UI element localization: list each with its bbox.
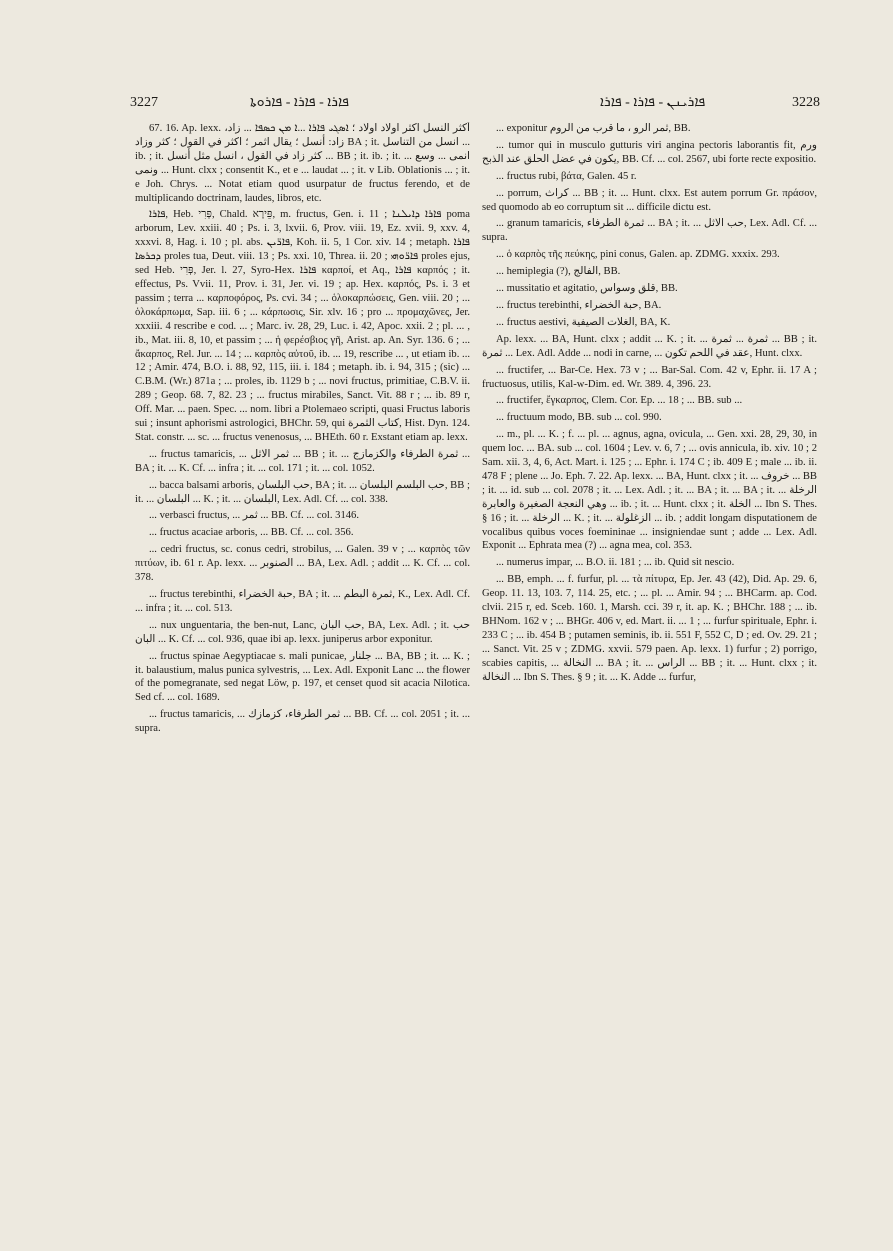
right-column: [482, 122, 817, 1212]
entry: ... fructus rubi, βάτα, Galen. 45 r.: [496, 170, 637, 182]
entry: ... granum tamaricis, ثمرة الطرفاء ... BA ; it. ... حب الاثل, Lex. Adl. Cf. ... supra.: [482, 218, 817, 244]
entry: ... fructus terebinthi, حبة الخضراء, BA.: [496, 299, 662, 311]
entry: ... fructus terebinthi, حبة الخضراء, BA ; it. ... ثمرة البطم, K., Lex. Adl. Cf. ... infra ; it. ... col. 513.: [135, 589, 470, 614]
entry: ... porrum, كراث ... BB ; it. ... Hunt. clxx. Est autem porrum Gr. πράσον, sed quomodo ab eo corruptum sit ... difficile dictu est.: [482, 187, 817, 213]
entry: ... exponitur ثمر الرو ، ما قرب من الروم, BB.: [496, 123, 691, 134]
entry: ... hemiplegia (?), الفالج, BB.: [496, 266, 621, 278]
entry: ... fructuum modo, BB. sub ... col. 990.: [496, 412, 662, 424]
page-header: [130, 95, 820, 117]
entry: ܦܐܪܐ, Heb. פְּרִי, Chald. פֵּירָא, m. fructus, Gen. i. 11 ; ܦܐܪܐ ܕܐܝܠܢܐ poma arborum, Lev. xxiii. 40 ; Ps. i. 3, lxvii. 6, Prov. viii. 19, Ez. xvii. 9, xxv. 4, xxxvi. 8, Hag. i. 10 ; pl. abs. ܦܐܪ̈ܝܢ, Koh. ii. 5, 1 Cor. xiv. 14 ; metaph. ܦܐܪܐ ܕܟܪܣܐ proles tua, Deut. viii. 13 ; Ps. xxi. 10, Threa. ii. 20 ; ܦܐܪ̈ܘܗܝ proles ejus, sed Heb. פְּרִי, Jer. l. 27, Syro-Hex. ܦܐܪܐ καρποί, et Aq., ܦܐܪܐ καρπός ; it. effectus, Ps. Vvii. 11, Prov. i. 31, Jer. vi. 19 ; ap. Hex. καρπός, Ps. i. 3 et passim ; terra ... καρποφόρος, Ps. cvi. 34 ; ... ὁλοκαρπώσεις, Gen. viii. 20 ; ... ὁλοκάρπωμα, Sap. iii. 6 ; ... κάρπωσις, Sir. xlv. 16 ; pro ... προμαχῶνες, Jer. xxxiii. 4 rescribe e cod. ... ; Marc. iv. 28, 29, Luc. i. 42, Apoc. xxii. 2 ; pl. ... , ib., Mat. iii. 8, 10, et passim ; ... ἡ φερέσβιος γῆ, Arist. ap. An. Syr. 136. 6 ; ... ἄκαρπος, Rel. Jur. ... 14 ; ... καρπὸς αὐτοῦ, ib. ... 19, rescribe ... , ut etiam ib. ... 12 ; Amir. 474, B.O. i. 88, 92, 115, iii. i. 184 ; metaph. ib. i. 94, 315 ; (sic) ... C.B.M. (Wr.) 871a ; ... proles, ib. 1129 b ; ... novi fructus, primitiae, C.B.V. ii. 289 ; Geop. 68. 7, 82. 23 ; ... fructus mirabiles, Sanct. Vit. 88 r ; ... ib. 89 r, Off. Mar. ... paen. Spec. ... nom. libri a Ptolemaeo scripti, quasi Fructus laboris sui ; insunt aphorismi astrologici, BHChr. 59, qui كتاب الثمرة, Hist. Dyn. 124. Stat. constr. ... sc. ... fructus venenosus, ... BHEth. 60 r. Exstant etiam ap. lexx.: [135, 209, 470, 443]
entry: ... m., pl. ... K. ; f. ... pl. ... agnus, agna, ovicula, ... Gen. xxi. 28, 29, 30, in quem loc. ... BA. sub ... col. 1604 ; Lev. v. 6, 7 ; ... ovis annicula, ib. xiv. 10 ; 2 Sam. xii. 3, 4, 6, Act. Mart. i. 125 ; ... Ephr. i. 174 C ; ib. 409 E ; male ... ib. ii. 478 F ; plene ... Jo. Eph. 7. 22. Ap. lexx. ... BA, Hunt. clxx ; it. ... خروف ... BB ; it. ... id. sub ... col. 2078 ; it. ... Lex. Adl. ; it. ... BA ; it. ... BA ; it. ... الرخلة وهي النعجة الصغيرة والعابرة ... ib. ; it. ... Hunt. clxx ; it. الخلة ... Ibn S. Thes. § 16 ; it. ... الرخلة ... K. ; it. ... الزغلولة ... ib. ; addit longam disputationem de vocalibus quibus voces foemininae ... insigniendae sunt ; adde ... Lex. Adl. Exponit ... Ephrata mea (?) ... agna mea, col. 353.: [482, 429, 817, 552]
entry: ... fructus tamaricis, ... ثمر الاثل ... BB ; it. ... ثمرة الطرفاء والكزمازج ... BA ; it. ... K. Cf. ... infra ; it. ... col. 171 ; it. ... col. 1052.: [135, 448, 470, 474]
entry: ... fructifer, ... Bar-Ce. Hex. 73 v ; ... Bar-Sal. Com. 42 v, Ephr. ii. 17 A ; fructuosus, utilis, Kal-w-Dim. ed. Wr. 389. 4, 396. 23.: [482, 364, 817, 390]
entry: ... verbasci fructus, ... ثمر ... BB. Cf. ... col. 3146.: [149, 510, 359, 522]
entry: ... fructifer, ἔγκαρπος, Clem. Cor. Ep. ... 18 ; ... BB. sub ...: [496, 395, 743, 407]
entry: ... fructus tamaricis, ... ثمر الطرفاء، كزمازك ... BB. Cf. ... col. 2051 ; it. ... supra.: [135, 709, 470, 735]
page-number-left: 3227: [130, 95, 158, 110]
column-gutter: [475, 122, 476, 1202]
entry: ... cedri fructus, sc. conus cedri, strobilus, ... Galen. 39 v ; ... καρπὸς τῶν πιτύων, ib. 61 r. Ap. lexx. ... الصنوبر ... BA, Lex. Adl. ; addit ... K. Cf. ... col. 378.: [135, 544, 470, 584]
entry: ... nux unguentaria, the ben-nut, Lanc, حب البان, BA, Lex. Adl. ; it. حب البان ... K. Cf. ... col. 936, quae ibi ap. lexx. juniperus arbor exponitur.: [135, 619, 470, 645]
entry: ... bacca balsami arboris, حب البلسان, BA ; it. ... حب البلسم البلسان, BB ; it. ... البلسان ... K. ; it. ... البلسان, Lex. Adl. Cf. ... col. 338.: [135, 479, 470, 505]
entry: 67. 16. Ap. lexx. أكثر النسل اكثر اولاد اولاد ؛ ܐܣܓܝ ܦܐܪܐ ...ܐ ܡܢ ܟܣܦܐ ... زاد، زاد: أنسل ؛ يقال اثمر ؛ اكثر في القول ؛ كثر وزاد BA ; it. انسل من التناسل ... ib. ; it. كثر زاد في القول ، انسل مثل أنسل ... BB ; it. ib. ; it. انمى ... وسع ... ونمى ... Hunt. clxx ; consentit K., et e ... laudat ... ; it. v Lib. Oblationis ... ; it. e Joh. Chrys. ... Notat etiam quod usurpatur de fructus ferendo, et de multiplicando doctrinam, laudes, libros, etc.: [135, 123, 470, 204]
entry: ... numerus impar, ... B.O. ii. 181 ; ... ib. Quid sit nescio.: [496, 557, 735, 569]
entry: ... mussitatio et agitatio, قلق وسواس, BB.: [496, 283, 678, 295]
entry: ... tumor qui in musculo gutturis viri angina pectoris laborantis fit, ورم يكون في عضل الحلق عند الذبح, BB. Cf. ... col. 2567, ubi forte recte expositio.: [482, 139, 817, 165]
entry: ... fructus aestivi, الغلات الصيفية, BA, K.: [496, 316, 671, 328]
entry: ... ὁ καρπὸς τῆς πεύκης, pini conus, Galen. ap. ZDMG. xxxix. 293.: [496, 249, 780, 261]
page-number-right: 3228: [792, 95, 820, 110]
entry: Ap. lexx. ... BA, Hunt. clxx ; addit ... K. ; it. ... ثمرة ... ثمرة ... BB ; it. ثمرة ... Lex. Adl. Adde ... nodi in carne, ... عقد في اللحم تكون, Hunt. clxx.: [482, 333, 817, 359]
entry: ... fructus spinae Aegyptiacae s. mali punicae, جلنار ... BA, BB ; it. ... K. ; it. balaustium, malus punica sylvestris, ... Lex. Adl. Exponit Lanc ... the flower of the pomegranate, sed negat Löw, p. 197, et censet quod sit acacia Nilotica. Sed cf. ... col. 1689.: [135, 650, 470, 704]
running-head-left: ܦܐܪܐ - ܦܐܪܐ - ܦܐܪܘܬܐ: [250, 95, 349, 110]
entry: ... BB, emph. ... f. furfur, pl. ... τὰ πίτυρα, Ep. Jer. 43 (42), Did. Ap. 29. 6, Geop. 11. 13, 103. 7, 114. 25, etc. ; ... pl. ... Amir. 94 ; ... BHCarm. ap. Cod. clvii. 215 r, ed. Sceb. 160. 1, Marsh. cci. 39 r, it. ap. K. ; BHChr. 188 ; ... ib. BHNom. 162 v ; ... BHGr. 406 v, ed. Mart. ii. ... 1 ; ... furfur spirituale, Ephr. i. 233 C ; ... ib. 454 B ; putamen seminis, ib. ii. 551 F, 552 C, D ; ed. Ov. 29. 21 ; ... Sanct. Vit. 25 v ; ZDMG. xxvii. 579 paen. Ap. lexx. 1) furfur ; 2) porrigo, scabies capitis, ... النخالة ... BA ; it. ... الراس ... BB ; it. ... Hunt. clxx ; it. النخالة ... Ibn S. Thes. § 9 ; it. ... K. Adde ... furfur,: [482, 574, 817, 683]
running-head-right: ܦܐܪܝܢܢ - ܦܐܪܐ - ܦܐܪܐ: [600, 95, 706, 110]
left-column: [135, 122, 470, 1212]
entry: ... fructus acaciae arboris, ... BB. Cf. ... col. 356.: [149, 527, 354, 539]
